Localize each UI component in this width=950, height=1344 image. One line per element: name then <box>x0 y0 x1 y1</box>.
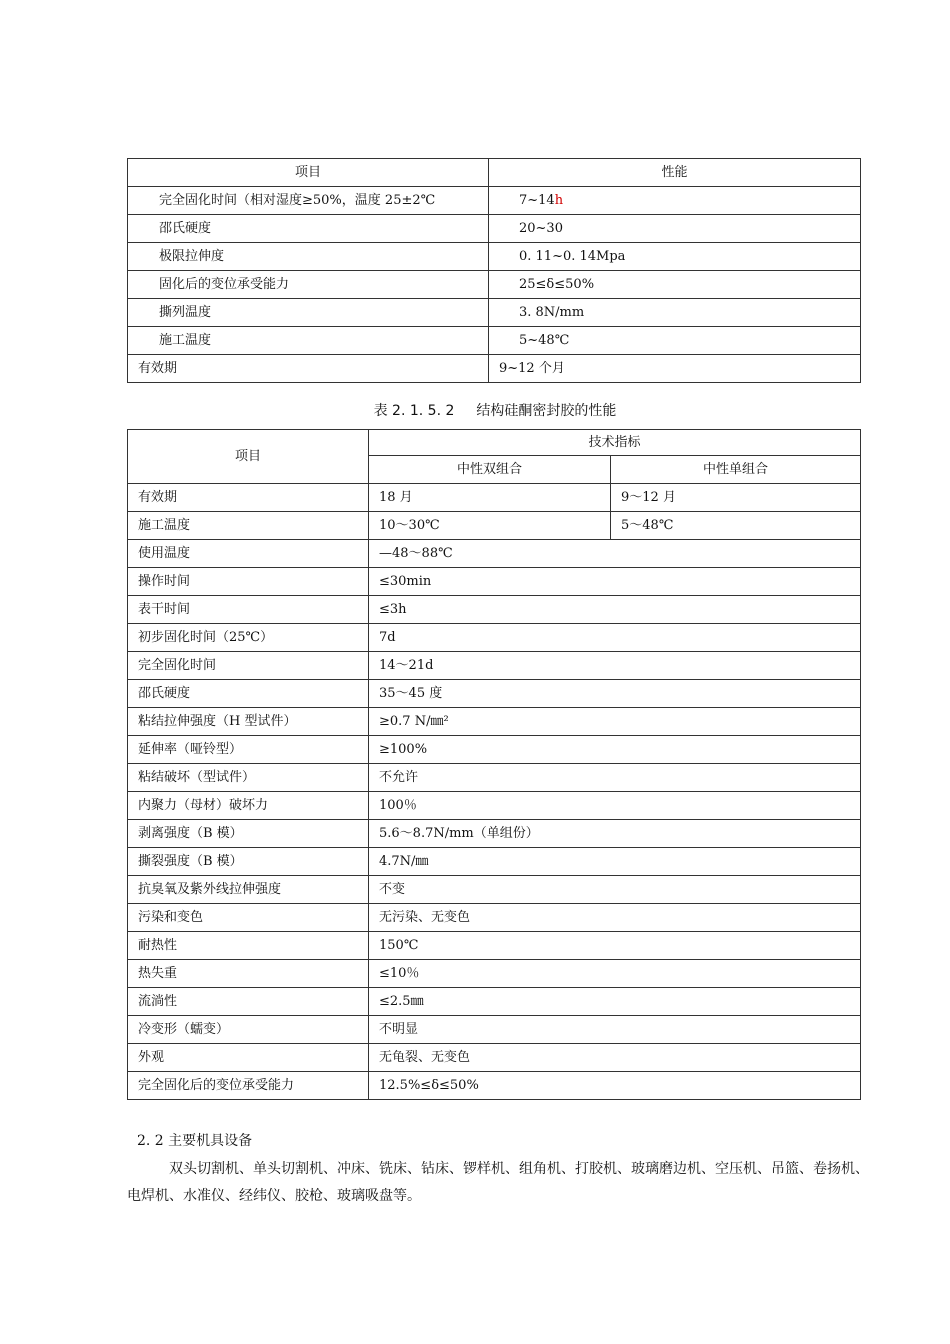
row-item: 撕列温度 <box>128 299 489 327</box>
row-item: 耐热性 <box>128 932 369 960</box>
table-row <box>128 271 861 299</box>
row-item: 邵氏硬度 <box>128 680 369 708</box>
table-row <box>128 1016 861 1044</box>
row-value: 0. 11~0. 14Mpa <box>489 243 861 271</box>
header-neutral-single: 中性单组合 <box>611 456 861 484</box>
row-item: 流淌性 <box>128 988 369 1016</box>
table-caption-title: 结构硅酮密封胶的性能 <box>476 403 617 419</box>
row-value: 3. 8N/mm <box>489 299 861 327</box>
row-value: 12.5%≤δ≤50% <box>369 1072 861 1100</box>
properties-table <box>127 158 861 383</box>
row-item: 内聚力（母材）破坏力 <box>128 792 369 820</box>
row-value-unit: h <box>554 193 564 208</box>
row-value: 不允许 <box>369 764 861 792</box>
table-row <box>128 299 861 327</box>
row-value: ≤2.5㎜ <box>369 988 861 1016</box>
table-row <box>128 708 861 736</box>
header-technical-index: 技术指标 <box>369 430 861 456</box>
row-item: 冷变形（蠕变） <box>128 1016 369 1044</box>
row-item: 完全固化时间（相对湿度≥50%，温度 25±2℃ <box>128 187 489 215</box>
row-value: 14～21d <box>369 652 861 680</box>
row-item: 邵氏硬度 <box>128 215 489 243</box>
table-row <box>128 736 861 764</box>
row-item: 外观 <box>128 1044 369 1072</box>
table-row <box>128 792 861 820</box>
header-neutral-dual: 中性双组合 <box>369 456 611 484</box>
row-value: 不明显 <box>369 1016 861 1044</box>
table-row <box>128 988 861 1016</box>
row-item: 热失重 <box>128 960 369 988</box>
row-item: 使用温度 <box>128 540 369 568</box>
silicone-sealant-table <box>127 429 861 1100</box>
row-item: 固化后的变位承受能力 <box>128 271 489 299</box>
section-heading: 2. 2 主要机具设备 <box>137 1133 253 1149</box>
row-item: 撕裂强度（B 模） <box>128 848 369 876</box>
header-performance: 性能 <box>489 159 861 187</box>
header-item: 项目 <box>128 159 489 187</box>
table-row <box>128 652 861 680</box>
row-value: ≤30min <box>369 568 861 596</box>
row-value: —48～88℃ <box>369 540 861 568</box>
table-caption <box>0 400 950 420</box>
row-value: 20~30 <box>489 215 861 243</box>
row-item: 抗臭氧及紫外线拉伸强度 <box>128 876 369 904</box>
row-value-single: 9～12 月 <box>611 484 861 512</box>
row-item: 延伸率（哑铃型） <box>128 736 369 764</box>
row-item: 有效期 <box>128 484 369 512</box>
row-value: 150℃ <box>369 932 861 960</box>
row-item: 污染和变色 <box>128 904 369 932</box>
properties-table-body <box>128 159 861 383</box>
table-row <box>128 187 861 215</box>
table-caption-number: 表 2. 1. 5. 2 <box>373 403 455 419</box>
row-item: 完全固化时间 <box>128 652 369 680</box>
row-value-main: 7~14 <box>519 193 555 208</box>
table-row <box>128 932 861 960</box>
table-row <box>128 327 861 355</box>
row-value: 9~12 个月 <box>489 355 861 383</box>
row-item: 表干时间 <box>128 596 369 624</box>
table-row <box>128 1072 861 1100</box>
table-row <box>128 876 861 904</box>
table-row <box>128 624 861 652</box>
row-value-dual: 18 月 <box>369 484 611 512</box>
row-item: 有效期 <box>128 355 489 383</box>
header-item: 项目 <box>128 430 369 484</box>
row-value: 无龟裂、无变色 <box>369 1044 861 1072</box>
table-row <box>128 1044 861 1072</box>
row-item: 施工温度 <box>128 327 489 355</box>
table-row <box>128 243 861 271</box>
row-value: 4.7N/㎜ <box>369 848 861 876</box>
row-item: 剥离强度（B 模） <box>128 820 369 848</box>
row-value-single: 5～48℃ <box>611 512 861 540</box>
row-value: ≤3h <box>369 596 861 624</box>
row-item: 操作时间 <box>128 568 369 596</box>
table-row <box>128 680 861 708</box>
row-value: 不变 <box>369 876 861 904</box>
table-header-row <box>128 159 861 187</box>
row-item: 粘结拉伸强度（H 型试件） <box>128 708 369 736</box>
table-row <box>128 820 861 848</box>
row-value: 5.6～8.7N/mm（单组份） <box>369 820 861 848</box>
row-item: 完全固化后的变位承受能力 <box>128 1072 369 1100</box>
row-value-dual: 10～30℃ <box>369 512 611 540</box>
table-row <box>128 484 861 512</box>
row-value: 无污染、无变色 <box>369 904 861 932</box>
table-row <box>128 904 861 932</box>
table-row <box>128 960 861 988</box>
table-row <box>128 568 861 596</box>
table-row <box>128 848 861 876</box>
table-row <box>128 512 861 540</box>
row-value: 35～45 度 <box>369 680 861 708</box>
row-value: 5~48℃ <box>489 327 861 355</box>
row-value: 100％ <box>369 792 861 820</box>
row-value: ≤10％ <box>369 960 861 988</box>
row-value <box>489 187 861 215</box>
table-row <box>128 355 861 383</box>
row-value: 25≤δ≤50% <box>489 271 861 299</box>
row-item: 极限拉伸度 <box>128 243 489 271</box>
table-row <box>128 596 861 624</box>
row-value: ≥0.7 N/㎜² <box>369 708 861 736</box>
row-item: 初步固化时间（25℃） <box>128 624 369 652</box>
table-row <box>128 540 861 568</box>
row-value: 7d <box>369 624 861 652</box>
silicone-sealant-table-body <box>128 430 861 1100</box>
table-header-row <box>128 430 861 456</box>
table-row <box>128 215 861 243</box>
section-paragraph: 双头切割机、单头切割机、冲床、铣床、钻床、锣样机、组角机、打胶机、玻璃磨边机、空压机、吊篮、卷扬机、电焊机、水准仪、经纬仪、胶枪、玻璃吸盘等。 <box>127 1161 869 1204</box>
row-item: 粘结破坏（型试件） <box>128 764 369 792</box>
row-item: 施工温度 <box>128 512 369 540</box>
row-value: ≥100% <box>369 736 861 764</box>
table-row <box>128 764 861 792</box>
